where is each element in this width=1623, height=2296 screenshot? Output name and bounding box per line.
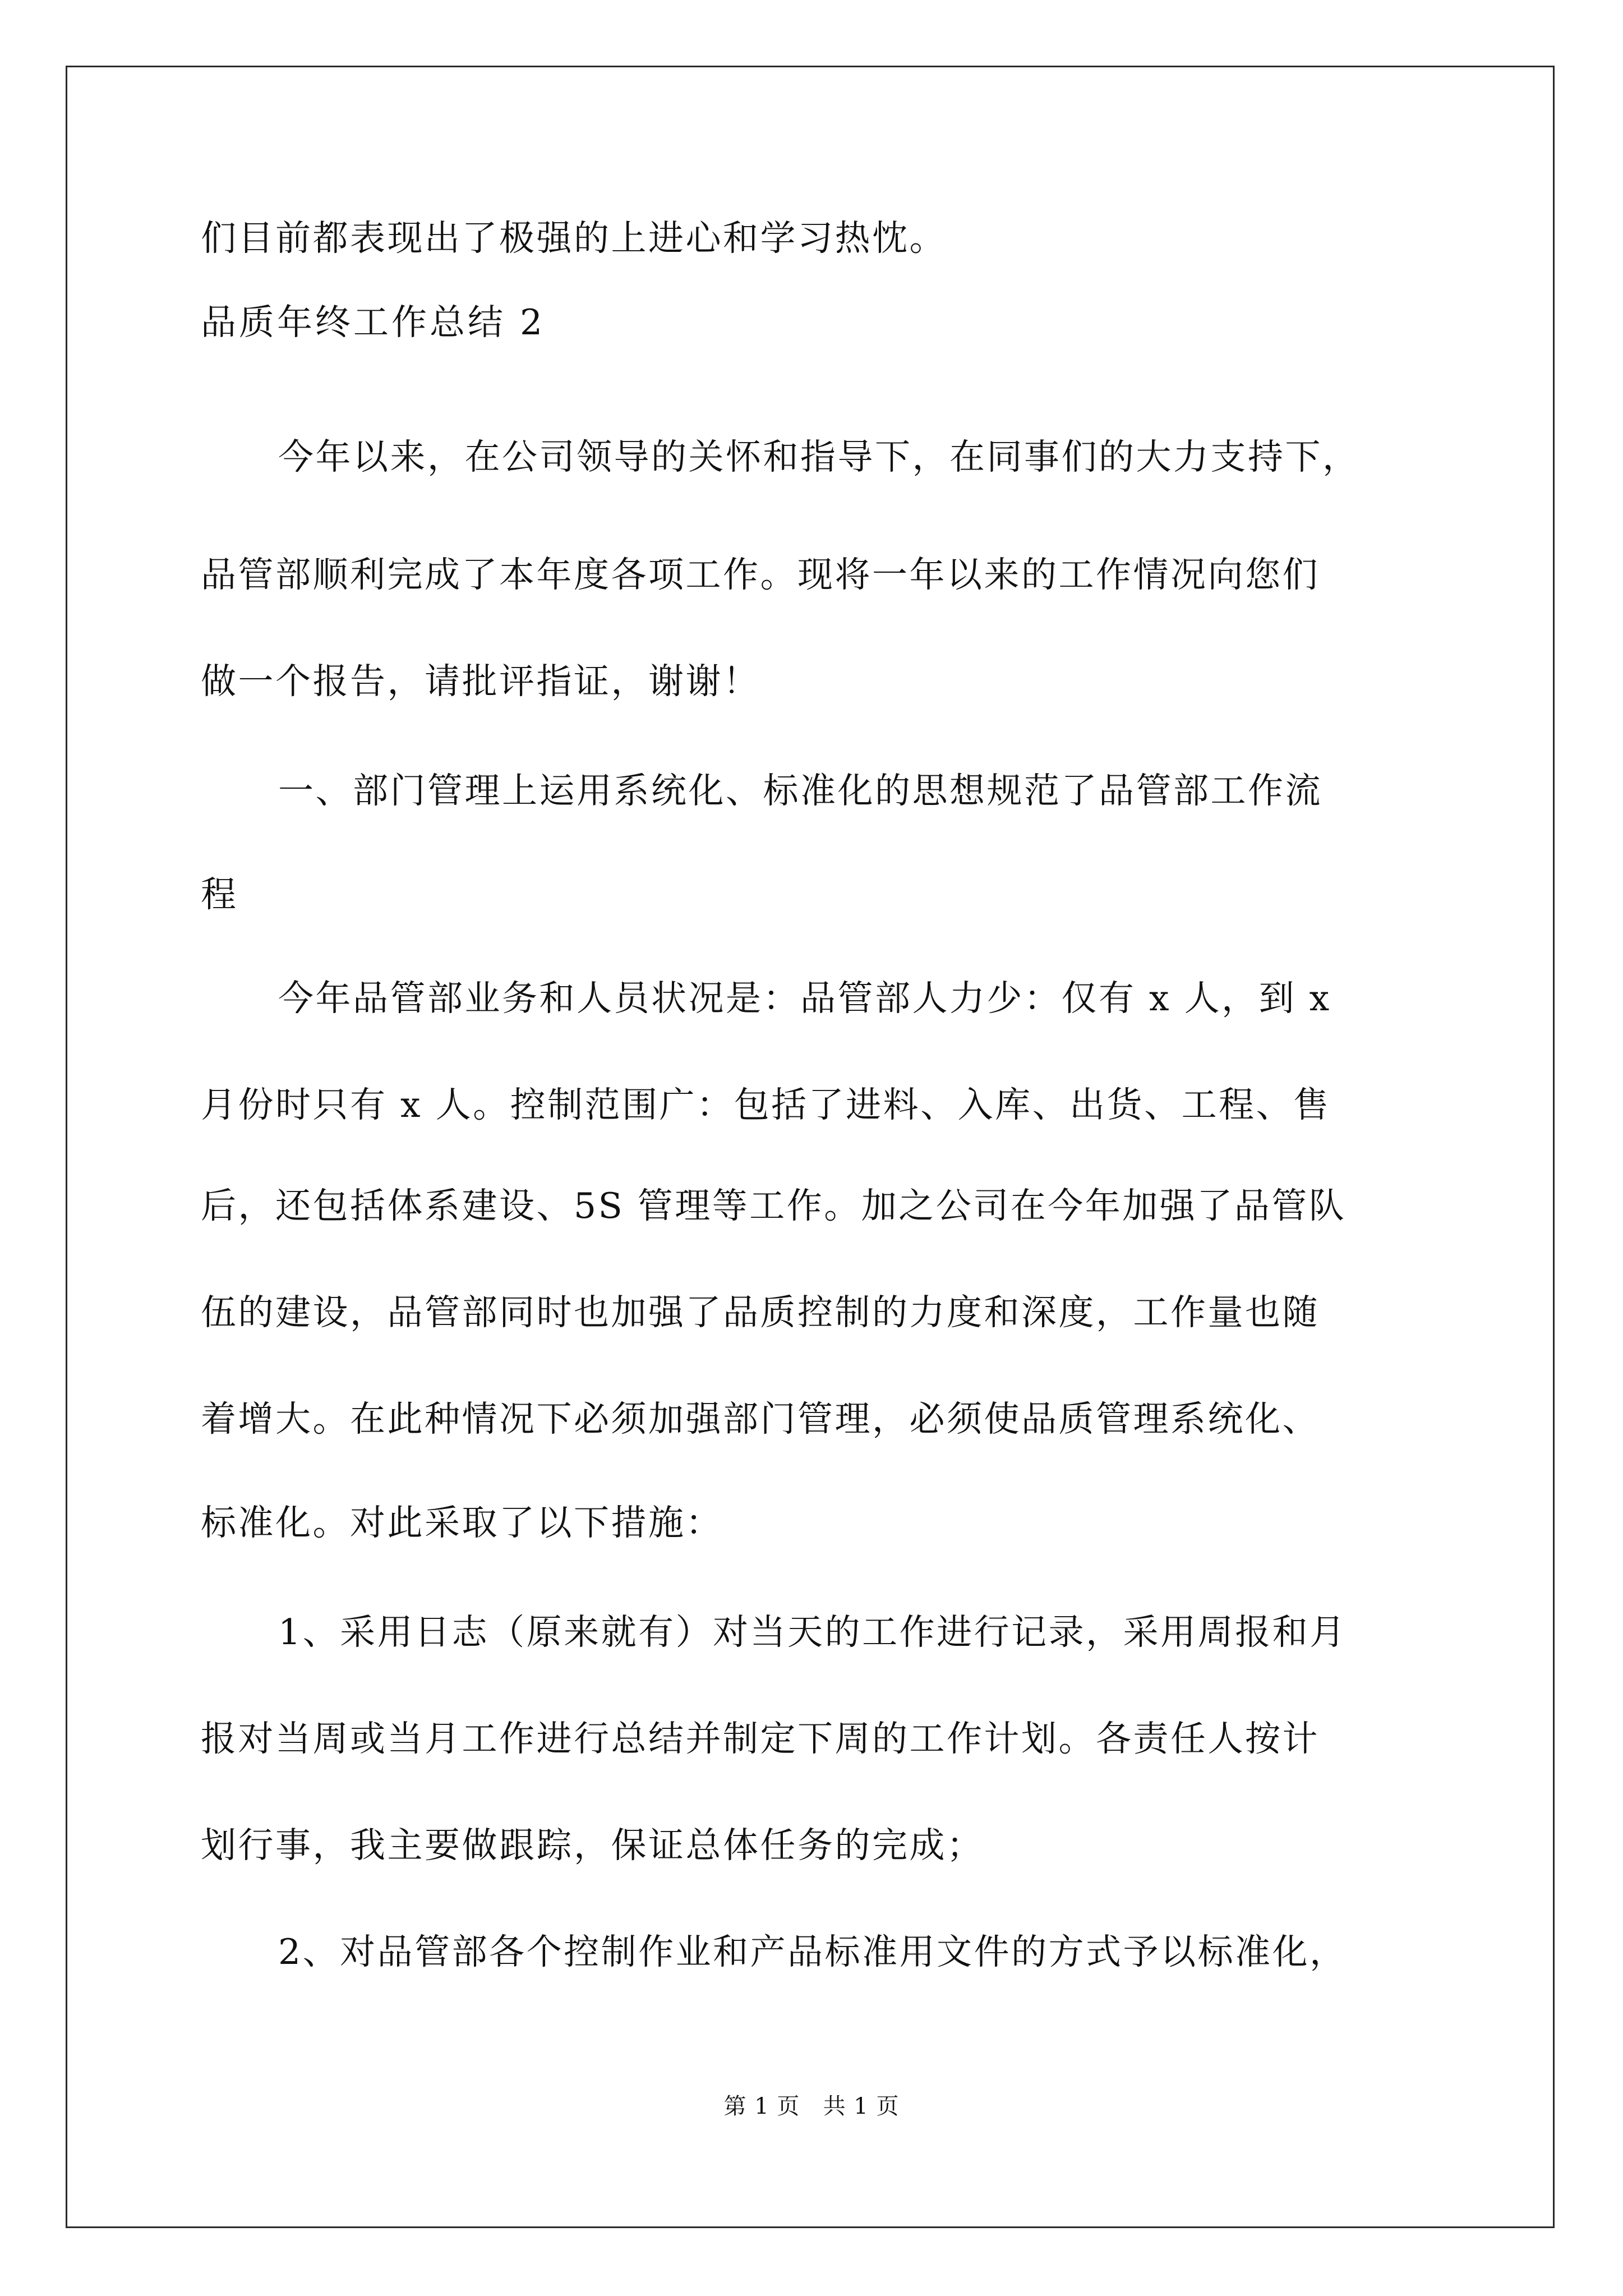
paragraph-line: 报对当周或当月工作进行总结并制定下周的工作计划。各责任人按计 <box>201 1718 1320 1759</box>
paragraph-line: 做一个报告，请批评指证，谢谢！ <box>201 661 760 702</box>
page-number-footer: 第 1 页 共 1 页 <box>723 2093 900 2119</box>
paragraph-line: 标准化。对此采取了以下措施： <box>201 1502 723 1543</box>
paragraph-line: 一、部门管理上运用系统化、标准化的思想规范了品管部工作流 <box>278 770 1322 811</box>
paragraph-line: 伍的建设，品管部同时也加强了品质控制的力度和深度，工作量也随 <box>201 1292 1320 1333</box>
section-title: 品质年终工作总结 2 <box>201 302 546 343</box>
paragraph-line: 今年以来，在公司领导的关怀和指导下，在同事们的大力支持下， <box>278 436 1360 477</box>
paragraph-line: 月份时只有 x 人。控制范围广：包括了进料、入库、出货、工程、售 <box>201 1084 1331 1125</box>
page-border <box>66 66 1555 2228</box>
paragraph-line: 们目前都表现出了极强的上进心和学习热忱。 <box>201 218 947 259</box>
paragraph-line: 着增大。在此种情况下必须加强部门管理，必须使品质管理系统化、 <box>201 1398 1320 1439</box>
paragraph-line: 品管部顺利完成了本年度各项工作。现将一年以来的工作情况向您们 <box>201 554 1320 595</box>
paragraph-line: 划行事，我主要做跟踪，保证总体任务的完成； <box>201 1825 984 1866</box>
paragraph-line: 2、对品管部各个控制作业和产品标准用文件的方式予以标准化， <box>278 1931 1347 1972</box>
paragraph-line: 程 <box>201 874 238 915</box>
paragraph-line: 1、采用日志（原来就有）对当天的工作进行记录，采用周报和月 <box>278 1612 1347 1653</box>
paragraph-line: 后，还包括体系建设、5S 管理等工作。加之公司在今年加强了品管队 <box>201 1185 1347 1226</box>
paragraph-line: 今年品管部业务和人员状况是：品管部人力少：仅有 x 人，到 x <box>278 978 1331 1019</box>
